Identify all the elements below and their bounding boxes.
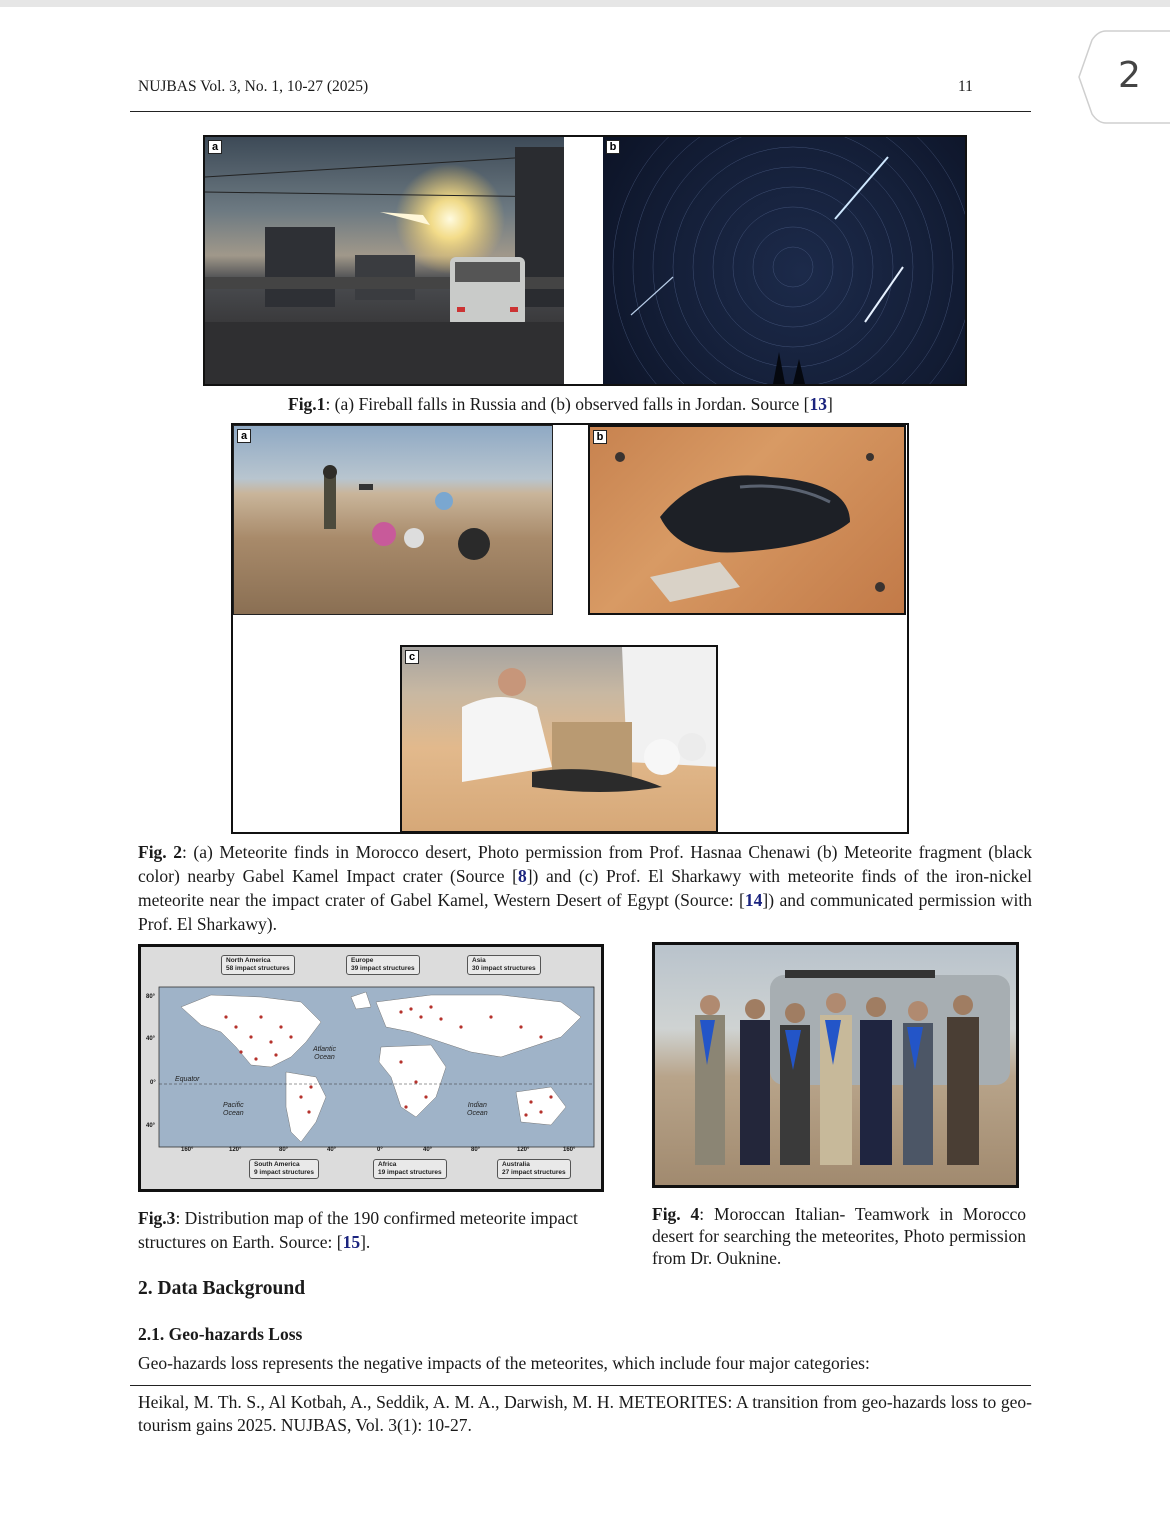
fig2-panel-b-label: b xyxy=(593,430,607,444)
map-lat-tick: 40° xyxy=(146,1123,156,1129)
fig1b-jordan-sky-photo xyxy=(603,137,965,384)
map-lon-tick: 40° xyxy=(327,1147,337,1153)
map-ocean-atlantic: Atlantic Ocean xyxy=(313,1046,336,1061)
map-region-asia xyxy=(467,955,541,975)
subsection-heading: 2.1. Geo-hazards Loss xyxy=(138,1324,303,1344)
fig2-caption-label: Fig. 2 xyxy=(138,842,182,862)
region-count: 58 impact structures xyxy=(226,965,290,972)
region-count: 30 impact structures xyxy=(472,965,536,972)
fig2-panel-a-label: a xyxy=(237,429,251,443)
region-count: 39 impact structures xyxy=(351,965,415,972)
region-name: Europe xyxy=(351,957,374,964)
region-count: 27 impact structures xyxy=(502,1169,566,1176)
map-region-europe xyxy=(346,955,420,975)
region-name: Australia xyxy=(502,1161,530,1168)
region-name: Africa xyxy=(378,1161,397,1168)
fig1-caption-end: ] xyxy=(826,394,833,414)
footer-citation: Heikal, M. Th. S., Al Kotbah, A., Seddik, A. M. A., Darwish, M. H. METEORITES: A transition from geo-hazards loss to geo-tourism gains 2025. NUJBAS, Vol. 3(1): 10-27. xyxy=(138,1392,1032,1435)
fig4-scene xyxy=(655,945,1016,1185)
fig1a-scene xyxy=(205,137,564,384)
fig3-caption-label: Fig.3 xyxy=(138,1208,176,1228)
fig3-caption-end: ]. xyxy=(360,1232,371,1252)
fig2b-meteorite-fragment-photo xyxy=(588,425,906,615)
fig1-panel-a-label: a xyxy=(208,140,222,154)
map-ocean-indian: Indian Ocean xyxy=(467,1102,488,1117)
region-name: Asia xyxy=(472,957,486,964)
header-rule xyxy=(130,111,1031,112)
map-region-africa xyxy=(373,1159,447,1179)
fig1-ref-link[interactable]: 13 xyxy=(809,394,827,414)
fig2b-scene xyxy=(590,427,906,615)
map-equator-label: Equator xyxy=(175,1076,200,1083)
fig2c-scene xyxy=(402,647,718,833)
region-count: 19 impact structures xyxy=(378,1169,442,1176)
fig1-caption xyxy=(288,392,833,416)
map-lon-tick: 80° xyxy=(279,1147,289,1153)
fig2-caption xyxy=(138,840,1032,936)
footer-rule xyxy=(130,1385,1031,1386)
fig1-caption-text: : (a) Fireball falls in Russia and (b) observed falls in Jordan. Source [ xyxy=(325,394,810,414)
section-heading: 2. Data Background xyxy=(138,1278,306,1299)
fig1b-scene xyxy=(603,137,965,384)
fig2-ref-14-link[interactable]: 14 xyxy=(744,890,763,910)
journal-header: NUJBAS Vol. 3, No. 1, 10-27 (2025) xyxy=(138,78,369,95)
fig3-caption xyxy=(138,1206,578,1254)
map-lat-tick: 80° xyxy=(146,994,156,1000)
fig3-map-graphic xyxy=(141,947,601,1189)
fig3-ref-link[interactable]: 15 xyxy=(342,1232,361,1252)
fig3-impact-map xyxy=(138,944,604,1192)
map-ocean-pacific: Pacific Ocean xyxy=(223,1102,244,1117)
fig1a-fireball-russia-photo xyxy=(205,137,564,384)
fig3-caption-text: : Distribution map of the 190 confirmed meteorite impact structures on Earth. Source: [ xyxy=(138,1208,578,1252)
page-number: 11 xyxy=(958,78,973,95)
map-lon-tick: 160° xyxy=(181,1147,194,1153)
map-lon-tick: 120° xyxy=(517,1147,530,1153)
fig2a-scene xyxy=(234,426,553,615)
fig4-caption xyxy=(652,1203,1026,1269)
fig2-caption-text-3: ]) and communicated permission with Prof. El Sharkawy). xyxy=(138,890,1032,934)
fig2-caption-text-2: ]) and (c) Prof. El Sharkawy with meteorite finds of the iron-nickel meteorite near the impact crater of Gabel Kamel, Western Desert of Egypt (Source: [ xyxy=(138,866,1032,910)
map-lat-tick: 40° xyxy=(146,1036,156,1042)
map-lon-tick: 0° xyxy=(377,1147,383,1153)
region-name: South America xyxy=(254,1161,300,1168)
top-border xyxy=(0,0,1170,7)
fig2c-el-sharkawy-photo xyxy=(400,645,718,833)
region-count: 9 impact structures xyxy=(254,1169,314,1176)
map-region-north-america xyxy=(221,955,295,975)
fig1-panel-b-label: b xyxy=(606,140,620,154)
fig4-teamwork-photo xyxy=(652,942,1019,1188)
fig4-caption-text: : Moroccan Italian- Teamwork in Morocco desert for searching the meteorites, Photo permission from Dr. Ouknine. xyxy=(652,1204,1026,1268)
fig2-ref-8-link[interactable]: 8 xyxy=(517,866,527,886)
map-region-australia xyxy=(497,1159,571,1179)
body-paragraph: Geo-hazards loss represents the negative impacts of the meteorites, which include four major categories: xyxy=(138,1353,870,1373)
map-lon-tick: 40° xyxy=(423,1147,433,1153)
fig2a-morocco-desert-photo xyxy=(233,425,553,615)
map-lat-tick: 0° xyxy=(150,1080,156,1086)
fig4-caption-label: Fig. 4 xyxy=(652,1204,700,1224)
map-lon-tick: 120° xyxy=(229,1147,242,1153)
region-name: North America xyxy=(226,957,271,964)
page-tab-number: 2 xyxy=(1118,55,1141,96)
fig1-caption-label: Fig.1 xyxy=(288,394,326,414)
map-region-south-america xyxy=(249,1159,319,1179)
fig2-panel-c-label: c xyxy=(405,650,419,664)
map-lon-tick: 160° xyxy=(563,1147,576,1153)
map-lon-tick: 80° xyxy=(471,1147,481,1153)
fig2-caption-text-1: : (a) Meteorite finds in Morocco desert, Photo permission from Prof. Hasnaa Chenawi (b) Meteorite fragment (black color) nearby Gabel Kamel Impact crater (Source [ xyxy=(138,842,1032,886)
